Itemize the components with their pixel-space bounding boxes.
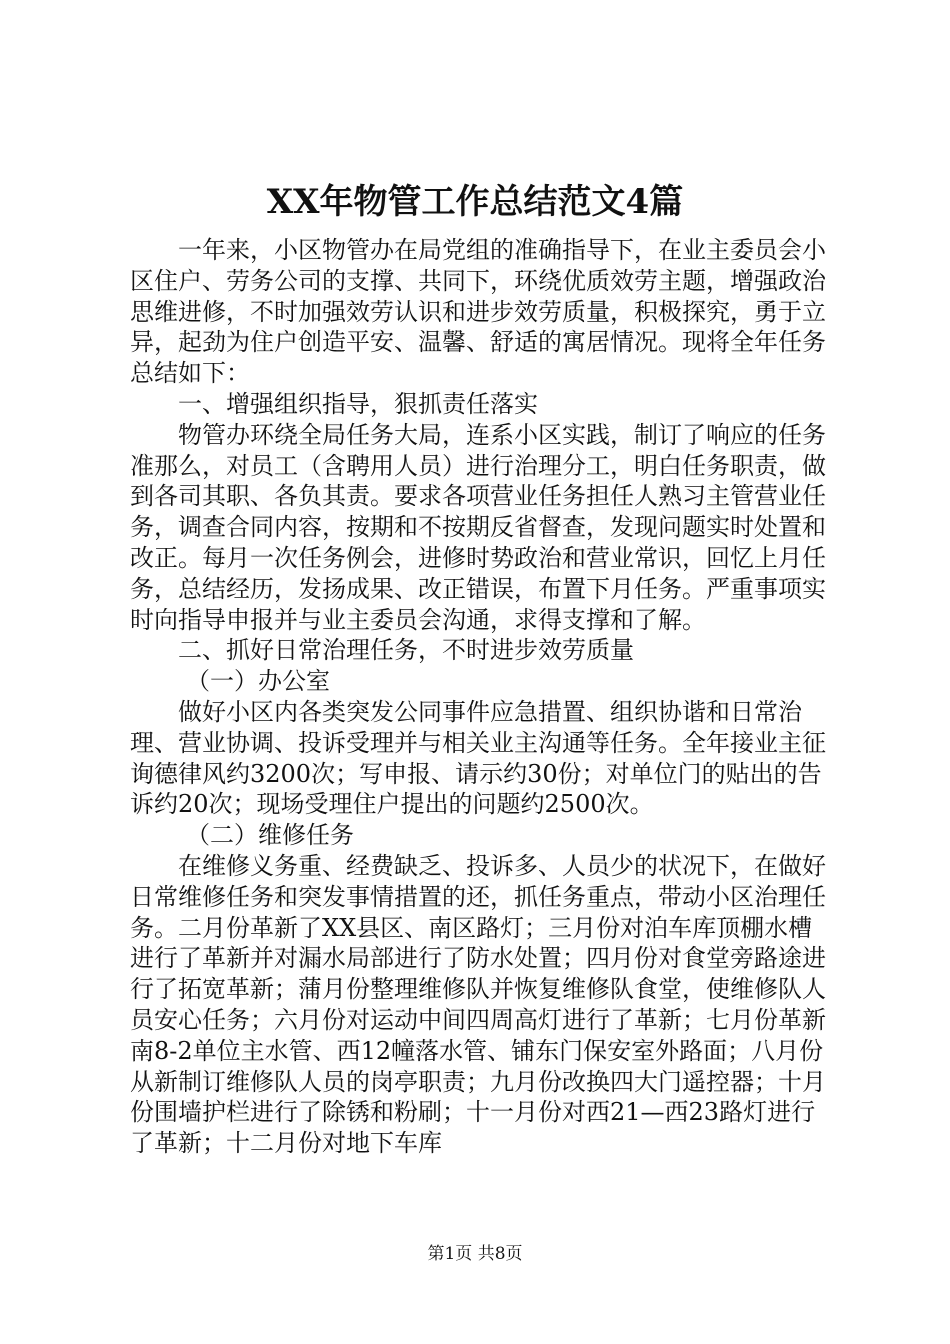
document-body bbox=[130, 235, 830, 1159]
paragraph-intro: 一年来，小区物管办在局党组的准确指导下，在业主委员会小区住户、劳务公司的支撑、共同下，环绕优质效劳主题，增强政治思维进修，不时加强效劳认识和进步效劳质量，积极探究，勇于立异，起劲为住户创造平安、温馨、舒适的寓居情况。现将全年任务总结如下： bbox=[130, 236, 826, 388]
subheading-office: （一）办公室 bbox=[186, 667, 330, 696]
paragraph-maintenance: 在维修义务重、经费缺乏、投诉多、人员少的状况下，在做好日常维修任务和突发事情措置的还，抓任务重点，带动小区治理任务。二月份革新了XX县区、南区路灯；三月份对泊车库顶棚水槽进行了革新并对漏水局部进行了防水处置；四月份对食堂旁路途进行了拓宽革新；蒲月份整理维修队并恢复维修队食堂，使维修队人员安心任务；六月份对运动中间四周高灯进行了革新；七月份革新南8-2单位主水管、西12幢落水管、铺东门保安室外路面；八月份从新制订维修队人员的岗亭职责；九月份改换四大门遥控器；十月份围墙护栏进行了除锈和粉刷；十一月份对西21—西23路灯进行了革新；十二月份对地下车库 bbox=[130, 851, 826, 1158]
paragraph-office: 做好小区内各类突发公同事件应急措置、组织协谐和日常治理、营业协调、投诉受理并与相关业主沟通等任务。全年接业主征询德律风约3200次；写申报、请示约30份；对单位门的贴出的告诉约20次；现场受理住户提出的问题约2500次。 bbox=[130, 697, 826, 819]
paragraph-section-1: 物管办环绕全局任务大局，连系小区实践，制订了响应的任务准那么，对员工（含聘用人员）进行治理分工，明白任务职责，做到各司其职、各负其责。要求各项营业任务担任人熟习主管营业任务，调查合同内容，按期和不按期反省督查，发现问题实时处置和改正。每月一次任务例会，进修时势政治和营业常识，回忆上月任务，总结经历，发扬成果、改正错误，布置下月任务。严重事项实时向指导申报并与业主委员会沟通，求得支撑和了解。 bbox=[130, 420, 826, 634]
heading-section-1: 一、增强组织指导，狠抓责任落实 bbox=[178, 389, 538, 418]
page-footer: 第1页 共8页 bbox=[427, 1244, 523, 1264]
document-title: XX年物管工作总结范文4篇 bbox=[266, 182, 684, 222]
heading-section-2: 二、抓好日常治理任务，不时进步效劳质量 bbox=[178, 636, 634, 665]
subheading-maintenance: （二）维修任务 bbox=[186, 821, 354, 850]
